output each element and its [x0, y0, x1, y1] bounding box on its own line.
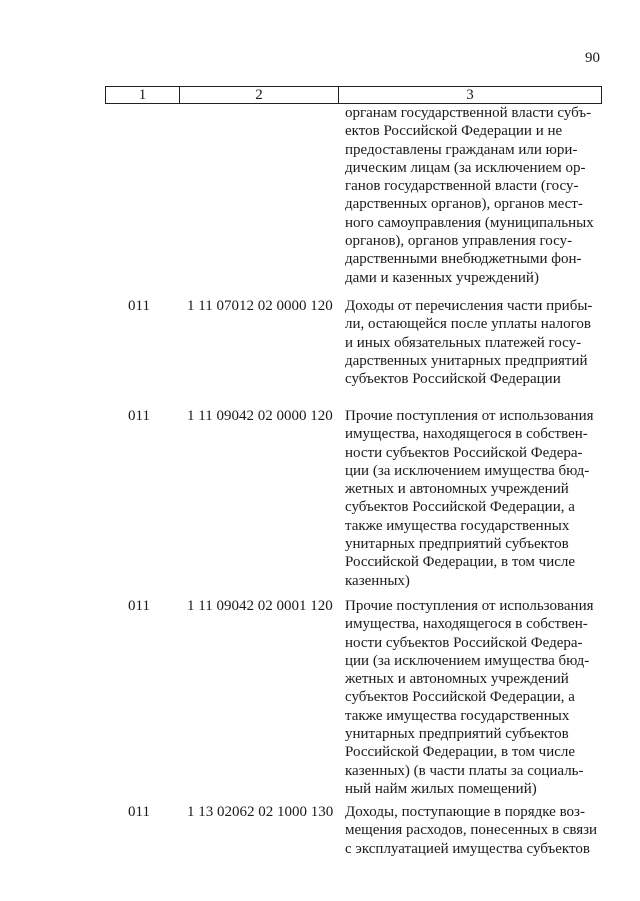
income-description — [345, 803, 598, 858]
text-line: ный найм жилых помещений) — [345, 780, 537, 797]
page-number: 90 — [585, 50, 600, 66]
text-line: и иных обязательных платежей госу- — [345, 334, 582, 351]
text-line: унитарных предприятий субъектов — [345, 726, 569, 743]
text-line: с эксплуатацией имущества субъектов — [345, 840, 590, 857]
continuation-text — [345, 104, 593, 287]
text-line: дическим лицам (за исключением ор- — [345, 159, 586, 176]
text-line: унитарных предприятий субъектов — [345, 536, 569, 553]
text-line: дарственными внебюджетными фон- — [345, 251, 582, 268]
header-col-2: 2 — [180, 87, 339, 104]
text-line: ли, остающейся после уплаты налогов — [345, 316, 591, 333]
text-line: жетных и автономных учреждений — [345, 671, 569, 688]
text-line: ности субъектов Российской Федера- — [345, 444, 583, 461]
text-line: предоставлены гражданам или юри- — [345, 141, 578, 158]
admin-code: 011 — [128, 598, 150, 614]
text-line: ности субъектов Российской Федера- — [345, 634, 583, 651]
text-line: дами и казенных учреждений) — [345, 269, 539, 286]
income-description — [345, 407, 593, 590]
text-line: имущества, находящегося в собствен- — [345, 616, 588, 633]
text-line: ектов Российской Федерации и не — [345, 123, 563, 140]
text-line: субъектов Российской Федерации — [345, 371, 561, 388]
text-line: дарственных унитарных предприятий — [345, 352, 588, 369]
text-line: ции (за исключением имущества бюд- — [345, 652, 590, 669]
text-line: Прочие поступления от использования — [345, 408, 594, 424]
income-description — [345, 297, 593, 388]
budget-code: 1 13 02062 02 1000 130 — [187, 804, 334, 820]
text-line: также имущества государственных — [345, 707, 570, 724]
text-line: казенных) — [345, 572, 410, 589]
text-line: Доходы от перечисления части прибы- — [345, 298, 593, 314]
text-line: субъектов Российской Федерации, а — [345, 499, 575, 516]
text-line: имущества, находящегося в собствен- — [345, 426, 588, 443]
header-col-1: 1 — [106, 87, 180, 104]
budget-code: 1 11 09042 02 0001 120 — [187, 598, 333, 614]
income-description — [345, 597, 593, 798]
text-line: субъектов Российской Федерации, а — [345, 689, 575, 706]
text-line: Прочие поступления от использования — [345, 598, 594, 614]
text-line: жетных и автономных учреждений — [345, 481, 569, 498]
text-line: мещения расходов, понесенных в связи — [345, 822, 598, 839]
text-line: органов), органов управления госу- — [345, 233, 573, 250]
text-line: ции (за исключением имущества бюд- — [345, 462, 590, 479]
text-line: Российской Федерации, в том числе — [345, 554, 576, 571]
admin-code: 011 — [128, 804, 150, 820]
text-line: Доходы, поступающие в порядке воз- — [345, 804, 585, 820]
text-line: Российской Федерации, в том числе — [345, 744, 576, 761]
text-line: дарственных органов), органов мест- — [345, 196, 583, 213]
text-line: ного самоуправления (муниципальных — [345, 214, 594, 231]
budget-code: 1 11 09042 02 0000 120 — [187, 408, 333, 424]
text-line: также имущества государственных — [345, 517, 570, 534]
text-line: органам государственной власти субъ- — [345, 105, 592, 121]
header-col-3: 3 — [339, 87, 602, 104]
text-line: казенных) (в части платы за социаль- — [345, 762, 584, 779]
text-line: ганов государственной власти (госу- — [345, 178, 579, 195]
budget-code: 1 11 07012 02 0000 120 — [187, 298, 333, 314]
table-header — [105, 86, 602, 104]
admin-code: 011 — [128, 298, 150, 314]
admin-code: 011 — [128, 408, 150, 424]
